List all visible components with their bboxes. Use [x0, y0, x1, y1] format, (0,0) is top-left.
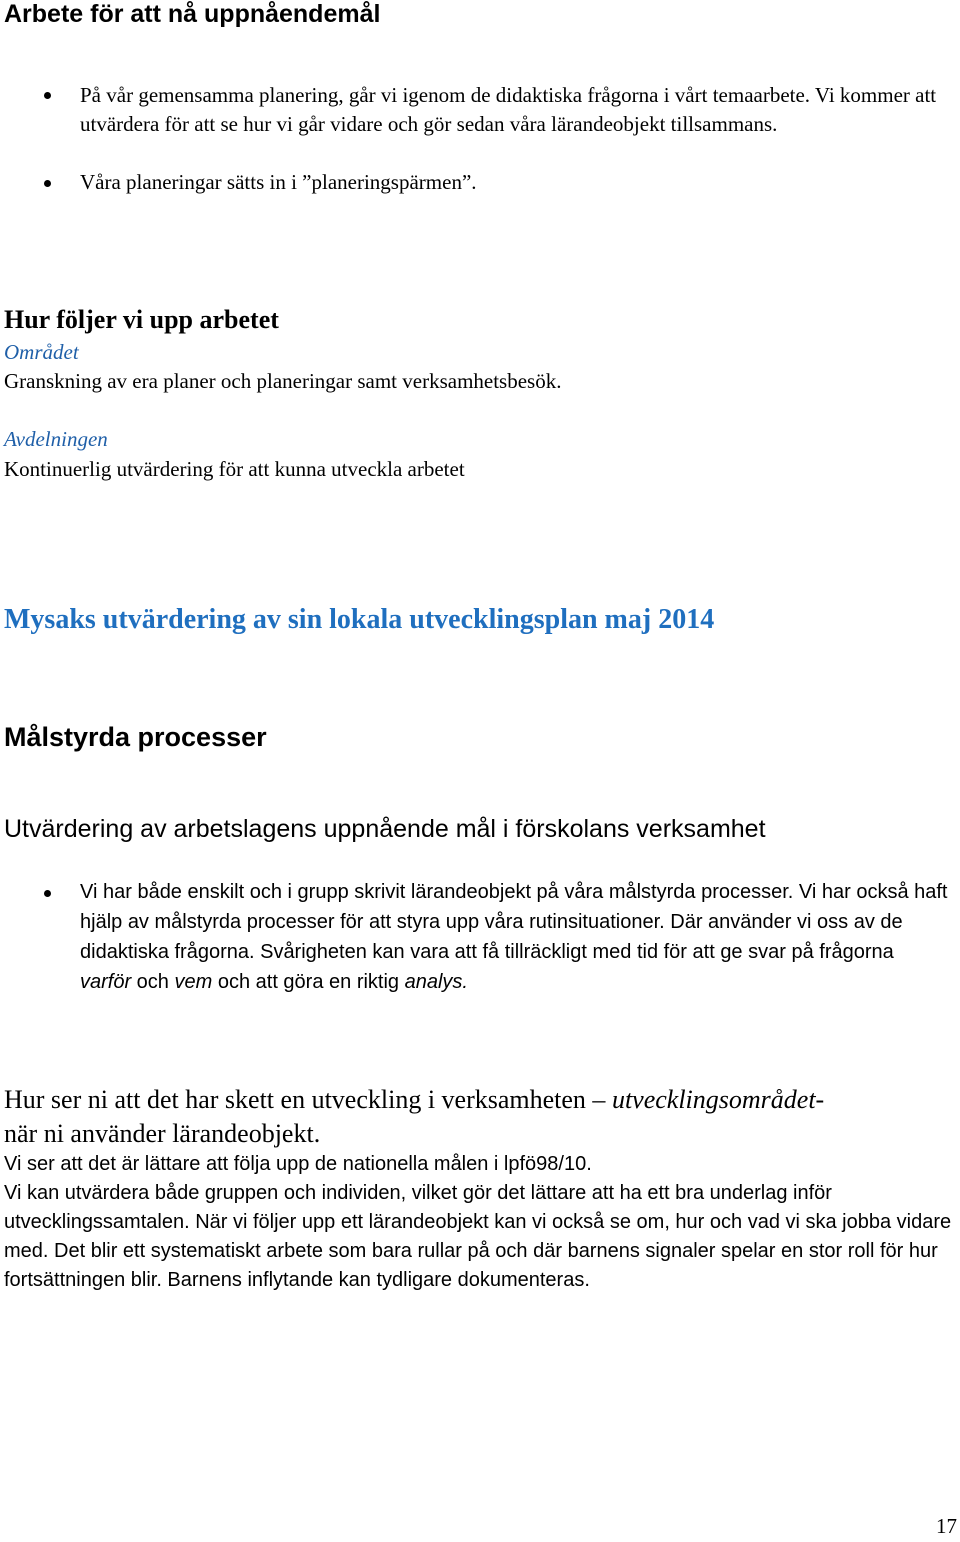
evaluation-paragraph: Vi kan utvärdera både gruppen och individen, vilket gör det lättare att ha ett bra underlag inför utvecklingssamtalen. När vi följer upp ett lärandeobjekt kan vi också se om, hur och vad vi ska jobba vidare med. Det blir ett systematiskt arbete som bara rullar på och där barnens signaler spelar en stor roll för hur fortsättningen blir. Barnens inflytande kan tydligare dokumenteras. [4, 1182, 952, 1291]
text-department-eval: Kontinuerlig utvärdering för att kunna utveckla arbetet [4, 457, 465, 481]
processes-subtitle: Målstyrda processer [4, 722, 267, 752]
national-goals-line: Vi ser att det är lättare att följa upp de nationella målen i lpfö98/10. [4, 1153, 592, 1175]
development-question [4, 1083, 954, 1151]
emphasis-who: vem [174, 971, 213, 993]
question-text-part: Hur ser ni att det har skett en utveckling i verksamheten – [4, 1085, 612, 1114]
section-title-goals: Arbete för att nå uppnåendemål [4, 0, 381, 28]
question-text-part: när ni använder lärandeobjekt. [4, 1119, 321, 1148]
text-area-review: Granskning av era planer och planeringar samt verksamhetsbesök. [4, 369, 562, 393]
section-title-follow-up: Hur följer vi upp arbetet [4, 305, 279, 334]
question-emphasis: utvecklingsområdet- [611, 1085, 825, 1114]
emphasis-why: varför [80, 971, 132, 993]
bullet-icon [44, 92, 51, 99]
bullet-planning-text: På vår gemensamma planering, går vi igenom de didaktiska frågorna i vårt temaarbete. Vi kommer att utvärdera för att se hur vi går vidare och gör sedan våra lärandeobjekt tillsammans. [80, 83, 937, 136]
bullet-learning-objects-text [80, 877, 950, 997]
bullet-text-part: Vi har både enskilt och i grupp skrivit lärandeobjekt på våra målstyrda processer. Vi har också haft hjälp av målstyrda processer för att styra upp våra rutinsituationer. Där använder vi oss av de didaktiska frågorna. Svårigheten kan vara att få tillräckligt med tid för att ge svar på frågorna [80, 881, 948, 963]
label-area: Området [4, 340, 79, 364]
bullet-icon [44, 180, 51, 187]
bullet-icon [44, 890, 51, 897]
bullet-text-part: och att göra en riktig [212, 971, 405, 993]
label-department: Avdelningen [4, 427, 108, 451]
evaluation-title: Mysaks utvärdering av sin lokala utvecklingsplan maj 2014 [4, 604, 715, 635]
emphasis-analysis: analys. [404, 971, 468, 993]
evaluation-heading: Utvärdering av arbetslagens uppnående mål i förskolans verksamhet [4, 815, 766, 843]
bullet-binder-text: Våra planeringar sätts in i ”planeringspärmen”. [80, 170, 477, 194]
bullet-text-part: och [131, 971, 175, 993]
page-number: 17 [936, 1514, 957, 1538]
